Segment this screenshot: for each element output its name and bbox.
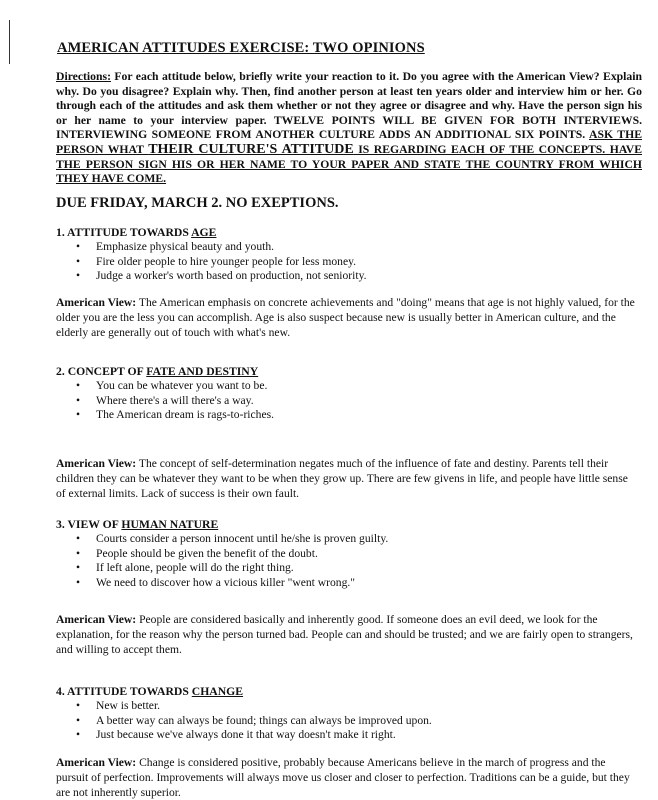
list-item: • Emphasize physical beauty and youth. <box>76 240 367 255</box>
view-label: American View: <box>56 613 137 626</box>
directions-emphasis-2: IS REGARDING EACH OF THE CONCEPTS. HAVE THE PERSON SIGN HIS OR HER NAME TO YOUR PAPER AND STATE THE COUNTRY FROM WHICH THEY HAVE COME. <box>56 142 642 186</box>
list-item: • Where there's a will there's a way. <box>76 394 274 409</box>
section-topic: CHANGE <box>191 685 244 698</box>
list-item: • Courts consider a person innocent until he/she is proven guilty. <box>76 532 388 547</box>
directions-label: Directions: <box>56 70 111 83</box>
section-topic: FATE AND DESTINY <box>146 365 259 378</box>
view-text: The concept of self-determination negates much of the influence of fate and destiny. Parents tell their children they can be whatever they want to be when they grow up. There are few givens in life, and people have little sense of external limits. Lack of success is their own fault. <box>56 457 628 500</box>
list-item: • Fire older people to hire younger people for less money. <box>76 255 367 270</box>
list-item: • You can be whatever you want to be. <box>76 379 274 394</box>
due-date: DUE FRIDAY, MARCH 2. NO EXEPTIONS. <box>56 195 339 211</box>
list-item: • Judge a worker's worth based on production, not seniority. <box>76 269 367 284</box>
section-prefix: 2. CONCEPT OF <box>56 365 147 378</box>
bullet-list-fate <box>76 379 274 423</box>
list-item: • A better way can always be found; things can always be improved upon. <box>76 714 432 729</box>
view-label: American View: <box>56 296 137 309</box>
view-text: People are considered basically and inherently good. If someone does an evil deed, we look for the explanation, for the reason why the person turned bad. People can and should be trusted; and we are fairly open to strangers, and willing to accept them. <box>56 613 633 656</box>
american-view-change <box>56 755 636 800</box>
list-item: • People should be given the benefit of the doubt. <box>76 547 388 562</box>
view-label: American View: <box>56 457 137 470</box>
section-prefix: 1. ATTITUDE TOWARDS <box>56 226 192 239</box>
directions-text: For each attitude below, briefly write your reaction to it. Do you agree with the American View? Explain why. Do you disagree? Explain why. Then, find another person at least ten years older and interview him or her. Go through each of the attitudes and ask them whether or not they agree or disagree and why. Have the person sign his or her name to your interview paper. TWELVE POINTS WILL BE GIVEN FOR BOTH INTERVIEWS. INTERVIEWING SOMEONE FROM ANOTHER CULTURE ADDS AN ADDITIONAL SIX POINTS. <box>56 70 642 142</box>
american-view-human-nature <box>56 612 636 657</box>
directions-paragraph <box>56 70 642 187</box>
bullet-list-human-nature <box>76 532 388 590</box>
american-view-fate <box>56 456 636 501</box>
section-topic: HUMAN NATURE <box>121 518 219 531</box>
view-text: The American emphasis on concrete achievements and "doing" means that age is not highly valued, for the older you are the less you can accomplish. Age is also suspect because new is usually better in American culture, and the elderly are generally out of touch with what's new. <box>56 296 635 339</box>
section-topic: AGE <box>191 226 217 239</box>
list-item: • We need to discover how a vicious killer "went wrong." <box>76 576 388 591</box>
american-view-age <box>56 295 636 340</box>
list-item: • If left alone, people will do the right thing. <box>76 561 388 576</box>
section-prefix: 3. VIEW OF <box>56 518 122 531</box>
directions-emphasis-big: THEIR CULTURE'S ATTITUDE <box>148 141 354 157</box>
list-item: • Just because we've always done it that way doesn't make it right. <box>76 728 432 743</box>
section-heading-human-nature <box>56 518 218 531</box>
bullet-list-age <box>76 240 367 284</box>
section-heading-change <box>56 685 243 698</box>
view-label: American View: <box>56 756 137 769</box>
directions-emphasis-1: ASK THE PERSON WHAT <box>56 128 642 156</box>
list-item: • The American dream is rags-to-riches. <box>76 408 274 423</box>
list-item: • New is better. <box>76 699 432 714</box>
page-title: AMERICAN ATTITUDES EXERCISE: TWO OPINIONS <box>57 40 425 56</box>
section-heading-age <box>56 226 216 239</box>
view-text: Change is considered positive, probably because Americans believe in the march of progress and the pursuit of perfection. Improvements will always move us closer and closer to perfection. Traditions can be a guide, but they are not inherently superior. <box>56 756 630 799</box>
scan-edge-mark <box>9 20 10 64</box>
bullet-list-change <box>76 699 432 743</box>
section-heading-fate <box>56 365 258 378</box>
section-prefix: 4. ATTITUDE TOWARDS <box>56 685 192 698</box>
